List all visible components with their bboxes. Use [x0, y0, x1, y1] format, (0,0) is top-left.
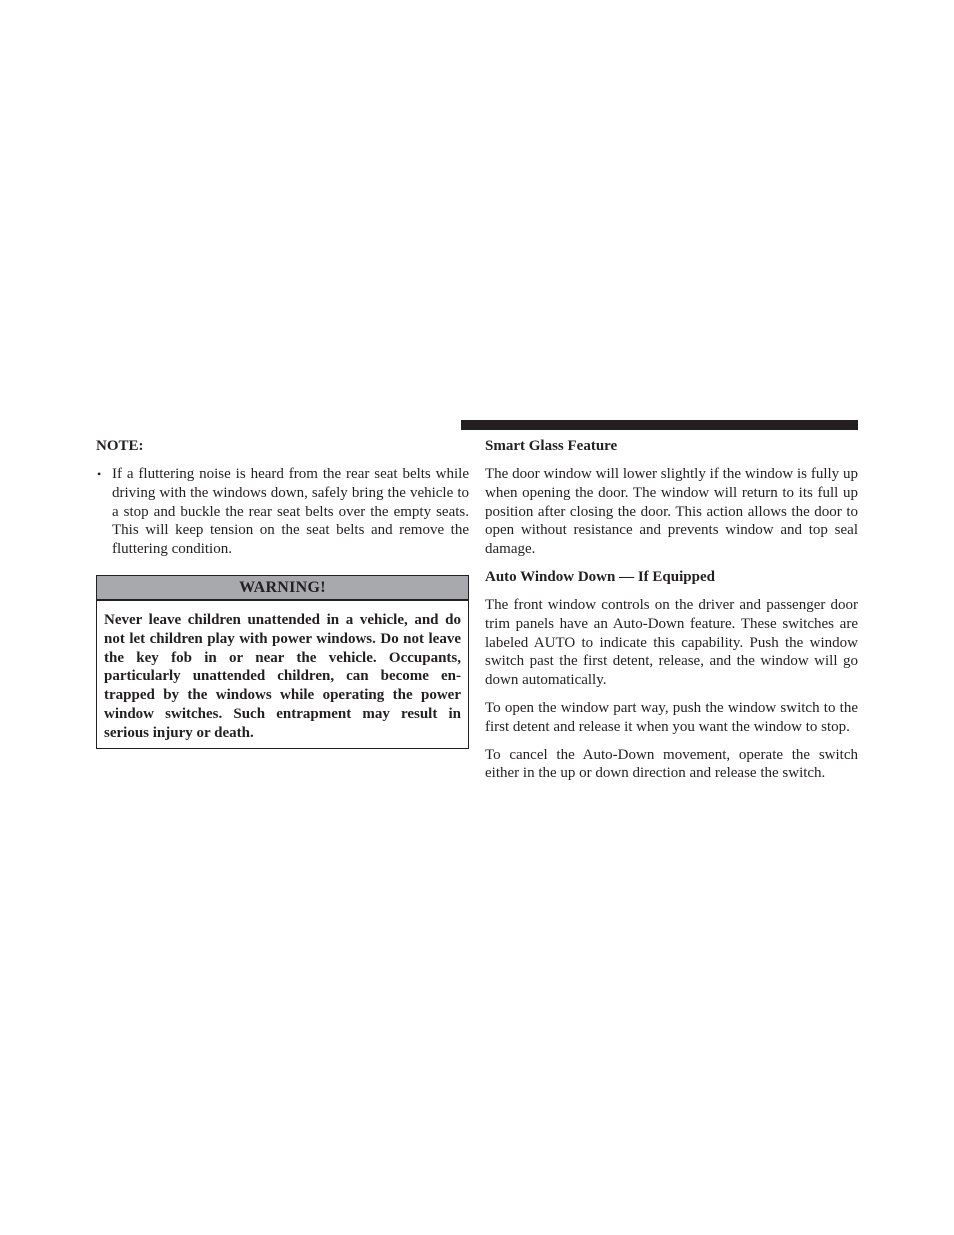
section-divider-bar	[461, 420, 858, 430]
left-column	[96, 437, 469, 559]
warning-box	[96, 575, 469, 749]
warning-title: WARNING!	[97, 576, 468, 601]
right-column	[485, 437, 858, 792]
note-bullet-item	[96, 465, 469, 559]
note-bullet-list	[96, 465, 469, 559]
note-heading: NOTE:	[96, 438, 144, 454]
auto-window-heading: Auto Window Down — If Equipped	[485, 568, 715, 585]
auto-window-paragraph-1: The front window controls on the driver and passenger door trim panels have an Auto-Down feature. These switches are labeled AUTO to indicate this capability. Push the window switch past the first detent, release, and the window will go down automatically.	[485, 596, 858, 689]
smart-glass-heading: Smart Glass Feature	[485, 438, 618, 454]
auto-window-paragraph-3: To cancel the Auto-Down movement, operate the switch either in the up or down direction and release the switch.	[485, 746, 858, 782]
warning-text: Never leave children unattended in a vehicle, and do not let children play with power windows. Do not leave the key fob in or near the vehicle. Occupants, particularly unattended children, can become en-trapped by the windows while operating the power window switches. Such entrapment may result in serious injury or death.	[104, 612, 461, 741]
note-bullet-text: If a fluttering noise is heard from the rear seat belts while driving with the windows down, safely bring the vehicle to a stop and buckle the rear seat belts over the empty seats. This will keep tension on the seat belts and remove the fluttering condition.	[112, 466, 469, 558]
smart-glass-paragraph: The door window will lower slightly if the window is fully up when opening the door. The window will return to its full up position after closing the door. This action allows the door to open without resistance and prevents window and top seal damage.	[485, 466, 858, 558]
auto-window-paragraph-2: To open the window part way, push the window switch to the first detent and release it when you want the window to stop.	[485, 699, 858, 735]
bullet-icon: •	[97, 467, 102, 481]
